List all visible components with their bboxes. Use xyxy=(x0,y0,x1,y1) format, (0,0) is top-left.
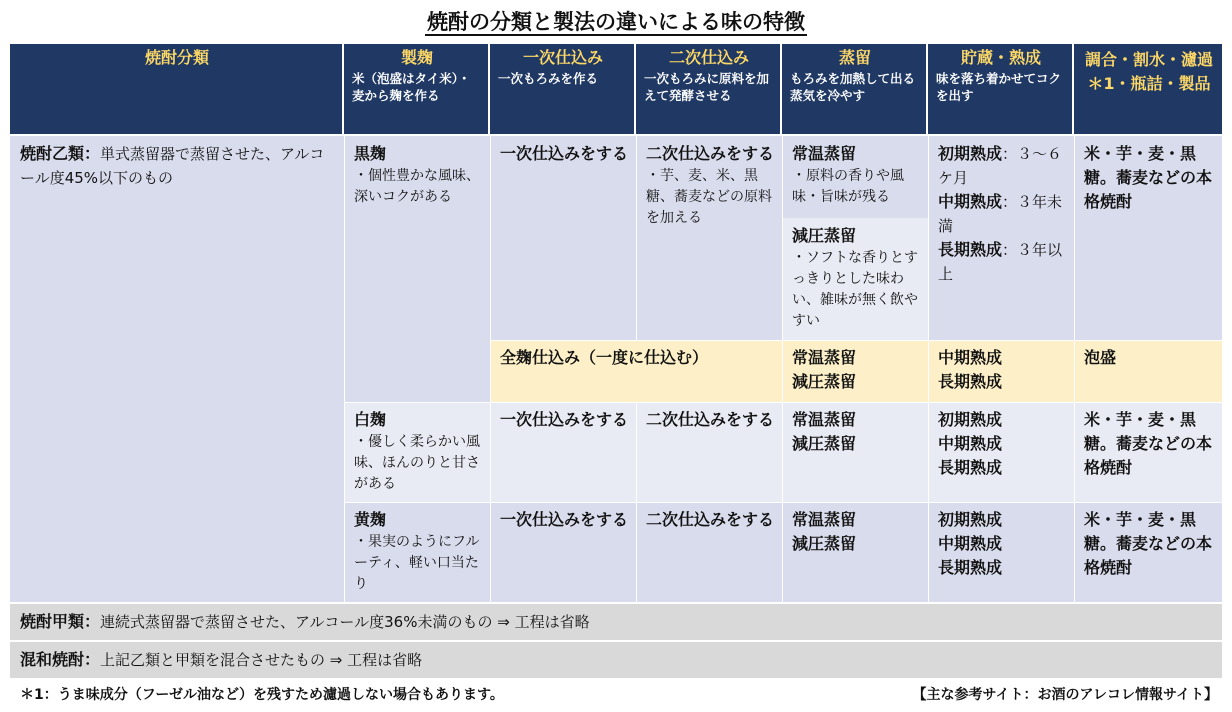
konwa-label: 混和焼酎： xyxy=(20,650,101,669)
ki-secondary-cell: 二次仕込みをする xyxy=(636,502,782,602)
header-primary-mash: 一次仕込み 一次もろみを作る xyxy=(490,44,636,134)
konwa-row xyxy=(10,642,1222,678)
awamori-distill-cell: 常温蒸留 減圧蒸留 xyxy=(782,340,928,402)
kuro-secondary-cell: 二次仕込みをする ・芋、麦、米、黒糖、蕎麦などの原料を加える xyxy=(636,136,782,340)
shiro-primary-cell: 一次仕込みをする xyxy=(490,402,636,502)
otsu-label: 焼酎乙類： xyxy=(20,144,101,163)
kuro-joon-cell: 常温蒸留 ・原料の香りや風味・旨味が残る xyxy=(782,136,928,218)
shiro-distill-cell: 常温蒸留 減圧蒸留 xyxy=(782,402,928,502)
kou-row xyxy=(10,604,1222,640)
ki-aging-cell: 初期熟成 中期熟成 長期熟成 xyxy=(928,502,1074,602)
konwa-description: 上記乙類と甲類を混合させたもの ⇒ 工程は省略 xyxy=(100,651,423,669)
kuro-aging-cell: 初期熟成：３～６ケ月 中期熟成：３年未満 長期熟成：３年以上 xyxy=(928,136,1074,340)
awamori-aging-cell: 中期熟成 長期熟成 xyxy=(928,340,1074,402)
shiro-product-cell: 米・芋・麦・黒糖。蕎麦などの本格焼酎 xyxy=(1074,402,1222,502)
kuro-genatsu-cell: 減圧蒸留 ・ソフトな香りとすっきりとした味わい、雑味が無く飲やすい xyxy=(782,218,928,340)
kou-label: 焼酎甲類： xyxy=(20,612,101,631)
shiro-koji-cell: 白麹 ・優しく柔らかい風味、ほんのりと甘さがある xyxy=(344,402,490,502)
kou-description: 連続式蒸留器で蒸留させた、アルコール度36%未満のもの ⇒ 工程は省略 xyxy=(100,613,590,631)
ki-koji-cell: 黄麹 ・果実のようにフルーティ、軽い口当たり xyxy=(344,502,490,602)
header-secondary-mash: 二次仕込み 一次もろみに原料を加えて発酵させる xyxy=(636,44,782,134)
source-reference: 【主な参考サイト：お酒のアレコレ情報サイト】 xyxy=(912,687,1218,703)
otsu-description: 単式蒸留器で蒸留させた、アルコール度45%以下のもの xyxy=(20,145,325,187)
kuro-product-cell: 米・芋・麦・黒糖。蕎麦などの本格焼酎 xyxy=(1074,136,1222,340)
ki-primary-cell: 一次仕込みをする xyxy=(490,502,636,602)
awamori-shikomi-cell: 全麹仕込み（一度に仕込む） xyxy=(490,340,782,402)
shiro-secondary-cell: 二次仕込みをする xyxy=(636,402,782,502)
header-aging: 貯蔵・熟成 味を落ち着かせてコクを出す xyxy=(928,44,1074,134)
shiro-aging-cell: 初期熟成 中期熟成 長期熟成 xyxy=(928,402,1074,502)
page-title: 焼酎の分類と製法の違いによる味の特徴 xyxy=(427,10,805,34)
footnote: ＊1：うま味成分（フーゼル油など）を残すため濾過しない場合もあります。 xyxy=(20,687,504,703)
header-blending: 調合・割水・濾過＊1・瓶詰・製品 xyxy=(1074,44,1222,134)
header-distillation: 蒸留 もろみを加熱して出る蒸気を冷やす xyxy=(782,44,928,134)
kuro-koji-cell: 黒麹 ・個性豊かな風味、深いコクがある xyxy=(344,136,490,402)
otsu-class-cell xyxy=(10,136,344,602)
ki-product-cell: 米・芋・麦・黒糖。蕎麦などの本格焼酎 xyxy=(1074,502,1222,602)
kuro-primary-cell: 一次仕込みをする xyxy=(490,136,636,340)
header-koji: 製麹 米（泡盛はタイ米）・麦から麹を作る xyxy=(344,44,490,134)
header-classification: 焼酎分類 xyxy=(10,44,344,134)
awamori-product-cell: 泡盛 xyxy=(1074,340,1222,402)
ki-distill-cell: 常温蒸留 減圧蒸留 xyxy=(782,502,928,602)
